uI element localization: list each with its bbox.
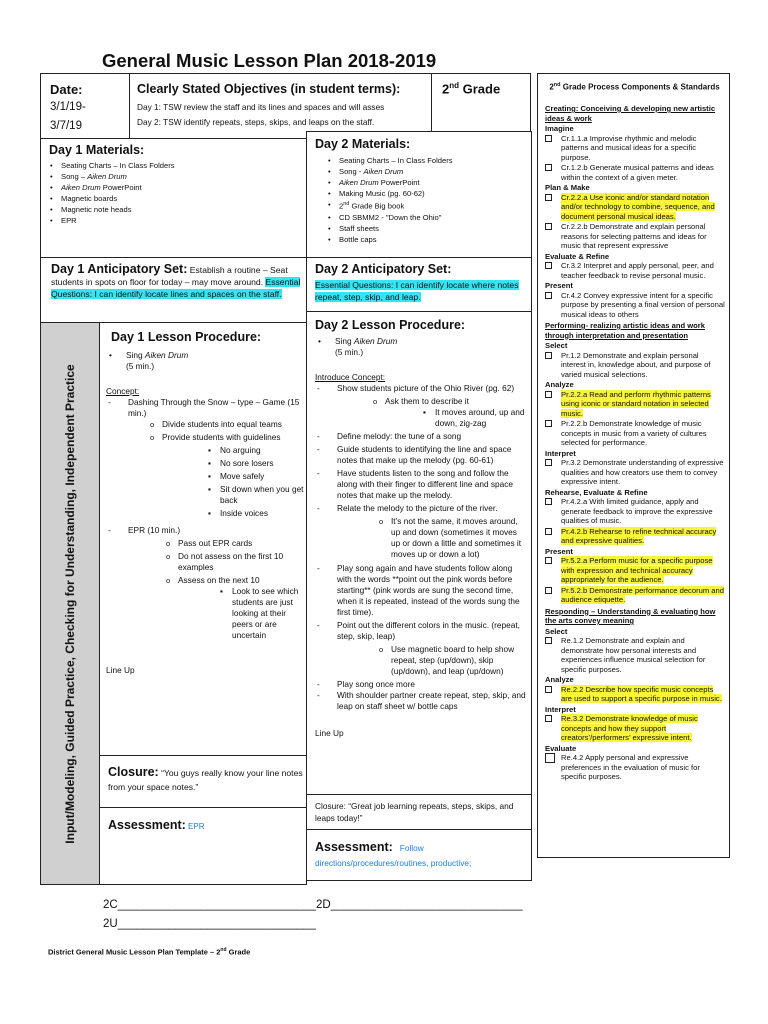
- checkbox[interactable]: [545, 753, 555, 763]
- checkbox[interactable]: [545, 292, 552, 299]
- line-up: Line Up: [315, 728, 344, 738]
- guideline-item: ▪ Sit down when you get back: [220, 484, 304, 506]
- checkbox[interactable]: [545, 498, 552, 505]
- procedure-step: - Play song again and have students follow along with the words **point out the pink words before starting** (pink words are sung the second time, when it is repeated, instead of the words sung the first time).: [315, 563, 527, 618]
- page-title: General Music Lesson Plan 2018-2019: [102, 50, 437, 71]
- day1-assessment-box: [99, 807, 307, 885]
- list-item: • Bottle caps: [325, 234, 525, 245]
- date-start: 3/1/19-: [50, 101, 86, 113]
- signature-2u[interactable]: 2U_______________________________: [103, 918, 316, 930]
- day2-anticipatory-heading: Day 2 Anticipatory Set:: [315, 262, 452, 276]
- objectives-box: [129, 73, 432, 139]
- game-substep: o Divide students into equal teams: [162, 419, 304, 430]
- interpret-label: Interpret: [545, 704, 576, 714]
- standards-box: [537, 73, 730, 858]
- day2-materials-heading: Day 2 Materials:: [315, 137, 411, 151]
- list-item: • Song - Aiken Drum: [325, 166, 525, 177]
- day1-assessment-text: Assessment: EPR: [108, 818, 205, 832]
- day2-procedure-heading: Day 2 Lesson Procedure:: [315, 318, 466, 332]
- checkbox[interactable]: [545, 194, 552, 201]
- day1-materials-heading: Day 1 Materials:: [49, 143, 145, 157]
- checkbox[interactable]: [545, 223, 552, 230]
- guideline-item: ▪ No sore losers: [220, 458, 304, 469]
- standard-item: Cr.1.1.a Improvise rhythmic and melodic patterns and musical ideas for a specific purpose.: [545, 134, 725, 163]
- checkbox[interactable]: [545, 587, 552, 594]
- standard-item: Cr.1.2.b Generate musical patterns and ideas within the context of a given meter.: [545, 163, 725, 182]
- game-step: - Dashing Through the Snow – type – Game (15 min.): [106, 397, 304, 419]
- day2-assessment-text: Assessment: Follow directions/procedures/routines, productive;: [315, 840, 472, 868]
- epr-detail: ▪ Look to see which students are just looking at their peers or are uncertain: [232, 586, 304, 641]
- date-end: 3/7/19: [50, 120, 82, 132]
- standard-item: Pr.2.2.b Demonstrate knowledge of music concepts in music from a variety of cultures selected for performance.: [545, 419, 725, 448]
- performing-heading: Performing- realizing artistic ideas and work through interpretation and presentation: [545, 321, 705, 340]
- day2-closure-box: [306, 794, 532, 830]
- objectives-heading: Clearly Stated Objectives (in student terms):: [137, 82, 401, 96]
- checkbox[interactable]: [545, 557, 552, 564]
- list-item: • Magnetic boards: [47, 193, 297, 204]
- list-item: • Song – Aiken Drum: [47, 171, 297, 182]
- date-box: [40, 73, 130, 139]
- standard-item: Pr.2.2.a Read and perform rhythmic patterns using iconic or standard notation in selected music.: [545, 390, 725, 419]
- checkbox[interactable]: [545, 135, 552, 142]
- procedure-substep: o Use magnetic board to help show repeat, step (up/down), skip (up/down), and leap (up/down): [391, 644, 527, 677]
- day2-materials-list: [325, 155, 525, 245]
- procedure-step: - Show students picture of the Ohio River (pg. 62): [315, 383, 527, 394]
- evaluate-refine-label: Evaluate & Refine: [545, 251, 610, 261]
- standard-item: Pr.4.2.a With limited guidance, apply and generate feedback to improve the expressive qualities of music.: [545, 497, 725, 526]
- list-item: • Magnetic note heads: [47, 204, 297, 215]
- evaluate-label: Evaluate: [545, 743, 577, 753]
- checkbox[interactable]: [545, 352, 552, 359]
- checkbox[interactable]: [545, 686, 552, 693]
- signature-2c[interactable]: 2C_______________________________: [103, 899, 316, 911]
- day2-materials-box: [306, 131, 532, 258]
- standard-item: Cr.3.2 Interpret and apply personal, peer, and teacher feedback to revise personal music.: [545, 261, 725, 280]
- standard-item: Re.1.2 Demonstrate and explain and demonstrate how personal interests and experiences influence musical selection for specific purposes.: [545, 636, 725, 674]
- footer-text: District General Music Lesson Plan Template – 2nd Grade: [48, 947, 251, 957]
- select-label: Select: [545, 341, 568, 350]
- day1-anticipatory-box: [40, 257, 307, 323]
- grade-label: 2nd Grade: [442, 81, 501, 97]
- day1-procedure-heading: Day 1 Lesson Procedure:: [111, 330, 262, 344]
- sing-step: • Sing Aiken Drum (5 min.): [106, 350, 304, 372]
- list-item: • Making Music (pg. 60-62): [325, 188, 525, 199]
- standard-item: Cr.4.2 Convey expressive intent for a specific purpose by presenting a final version of personal musical ideas to others: [545, 291, 725, 320]
- day1-closure-text: Closure: “You guys really know your line notes from your space notes.”: [108, 765, 303, 792]
- list-item: • CD SBMM2 - "Down the Ohio": [325, 212, 525, 223]
- procedure-step: - Guide students to identifying the line and space notes that make up the melody (pg. 60-61): [315, 444, 527, 466]
- day1-materials-box: [40, 138, 307, 258]
- standard-item: Pr.5.2.b Demonstrate performance decorum and audience etiquette.: [545, 586, 725, 605]
- procedure-step: - With shoulder partner create repeat, step, skip, and leap on staff sheet w/ bottle caps: [315, 690, 527, 712]
- list-item: • Seating Charts – In Class Folders: [47, 160, 297, 171]
- date-label: Date:: [50, 82, 83, 97]
- list-item: • 2nd Grade Big book: [325, 199, 525, 212]
- guideline-item: ▪ Move safely: [220, 471, 304, 482]
- game-substep: o Provide students with guidelines: [162, 432, 304, 443]
- list-item: • Aiken Drum PowerPoint: [47, 182, 297, 193]
- checkbox[interactable]: [545, 715, 552, 722]
- checkbox[interactable]: [545, 164, 552, 171]
- procedure-detail: ▪ It moves around, up and down, zig-zag: [435, 407, 527, 429]
- rehearse-label: Rehearse, Evaluate & Refine: [545, 487, 648, 497]
- standard-item: Cr.2.2.b Demonstrate and explain personal reasons for selecting patterns and ideas for music that represent expressive: [545, 222, 725, 251]
- interpret-label: Interpret: [545, 448, 576, 458]
- day1-procedure-box: [99, 322, 307, 756]
- checkbox[interactable]: [545, 391, 552, 398]
- standards-title: 2nd Grade Process Components & Standards: [549, 82, 720, 92]
- day1-materials-list: [47, 160, 297, 226]
- standard-item: Re.3.2 Demonstrate knowledge of music concepts and how they support creators’/performers’ expressive intent.: [545, 714, 725, 743]
- list-item: • EPR: [47, 215, 297, 226]
- select-label: Select: [545, 626, 568, 636]
- epr-substep: o Pass out EPR cards: [178, 538, 304, 549]
- introduce-concept-label: Introduce Concept:: [315, 372, 386, 382]
- plan-make-label: Plan & Make: [545, 183, 590, 192]
- line-up: Line Up: [106, 665, 135, 675]
- standard-item: Pr.3.2 Demonstrate understanding of expressive qualities and how creators use them to convey expressive intent.: [545, 458, 725, 487]
- standard-item: Re.4.2 Apply personal and expressive preferences in the evaluation of music for specific purposes.: [545, 753, 725, 782]
- responding-heading: Responding – Understanding & evaluating how the arts convey meaning: [545, 606, 716, 625]
- checkbox[interactable]: [545, 262, 552, 269]
- present-label: Present: [545, 281, 573, 290]
- procedure-substep: o Ask them to describe it: [385, 396, 527, 407]
- procedure-step: - Point out the different colors in the music. (repeat, step, skip, leap): [315, 620, 527, 642]
- guideline-item: ▪ Inside voices: [220, 508, 304, 519]
- procedure-substep: o It’s not the same, it moves around, up and down (sometimes it moves up or down a little and sometimes it moves up or down a lot): [391, 516, 527, 560]
- checkbox[interactable]: [545, 459, 552, 466]
- objective-day2: Day 2: TSW identify repeats, steps, skips, and leaps on the staff.: [137, 117, 375, 127]
- checkbox[interactable]: [545, 528, 552, 535]
- standard-item: Pr.4.2.b Rehearse to refine technical accuracy and expressive qualities.: [545, 527, 725, 546]
- concept-label: Concept:: [106, 386, 140, 396]
- epr-substep: o Do not assess on the first 10 examples: [178, 551, 304, 573]
- signature-2d[interactable]: 2D______________________________: [316, 899, 523, 911]
- day2-procedure-box: [306, 311, 532, 795]
- day2-anticipatory-box: [306, 257, 532, 312]
- list-item: • Aiken Drum PowerPoint: [325, 177, 525, 188]
- day2-assessment-box: [306, 829, 532, 881]
- standard-item: Pr.1.2 Demonstrate and explain personal interest in, knowledge about, and purpose of varied musical selections.: [545, 351, 725, 380]
- guideline-item: ▪ No arguing: [220, 445, 304, 456]
- objective-day1: Day 1: TSW review the staff and its lines and spaces and will asses: [137, 102, 385, 112]
- creating-heading: Creating: Conceiving & developing new artistic ideas & work: [545, 104, 716, 123]
- analyze-label: Analyze: [545, 675, 574, 684]
- list-item: • Seating Charts – In Class Folders: [325, 155, 525, 166]
- sing-step: • Sing Aiken Drum (5 min.): [315, 336, 527, 358]
- day1-closure-box: [99, 755, 307, 808]
- grade-box: [431, 73, 531, 139]
- checkbox[interactable]: [545, 420, 552, 427]
- day1-anticipatory-text: Day 1 Anticipatory Set: Establish a routine – Seat students in spots on floor for today – may move around. Essential Questions: I can identify locate lines and spaces on the staff.: [51, 262, 301, 299]
- list-item: • Staff sheets: [325, 223, 525, 234]
- analyze-label: Analyze: [545, 380, 574, 389]
- epr-substep: o Assess on the next 10: [178, 575, 304, 586]
- day2-closure-text: Closure: “Great job learning repeats, steps, skips, and leaps today!”: [315, 801, 514, 823]
- day2-anticipatory-text: Essential Questions: I can identify locate where notes repeat, step, skip, and leap.: [315, 280, 519, 302]
- standard-item: Cr.2.2.a Use iconic and/or standard notation and/or technology to combine, sequence, and document personal musical ideas.: [545, 193, 725, 222]
- side-label-box: [40, 322, 100, 885]
- procedure-step: - Have students listen to the song and follow the along with their finger to different line and space notes that make up the melody.: [315, 468, 527, 501]
- checkbox[interactable]: [545, 637, 552, 644]
- epr-step: - EPR (10 min.): [106, 525, 304, 536]
- procedure-step: - Relate the melody to the picture of the river.: [315, 503, 527, 514]
- standard-item: Re.2.2 Describe how specific music concepts are used to support a specific purpose in music.: [545, 685, 725, 704]
- standard-item: Pr.5.2.a Perform music for a specific purpose with expression and technical accuracy appropriately for the audience.: [545, 556, 725, 585]
- present-label: Present: [545, 546, 573, 556]
- imagine-label: Imagine: [545, 124, 574, 133]
- side-label: Input/Modeling, Guided Practice, Checking for Understanding, Independent Practice: [63, 363, 77, 844]
- procedure-step: - Define melody: the tune of a song: [315, 431, 527, 442]
- procedure-step: - Play song once more: [315, 679, 527, 690]
